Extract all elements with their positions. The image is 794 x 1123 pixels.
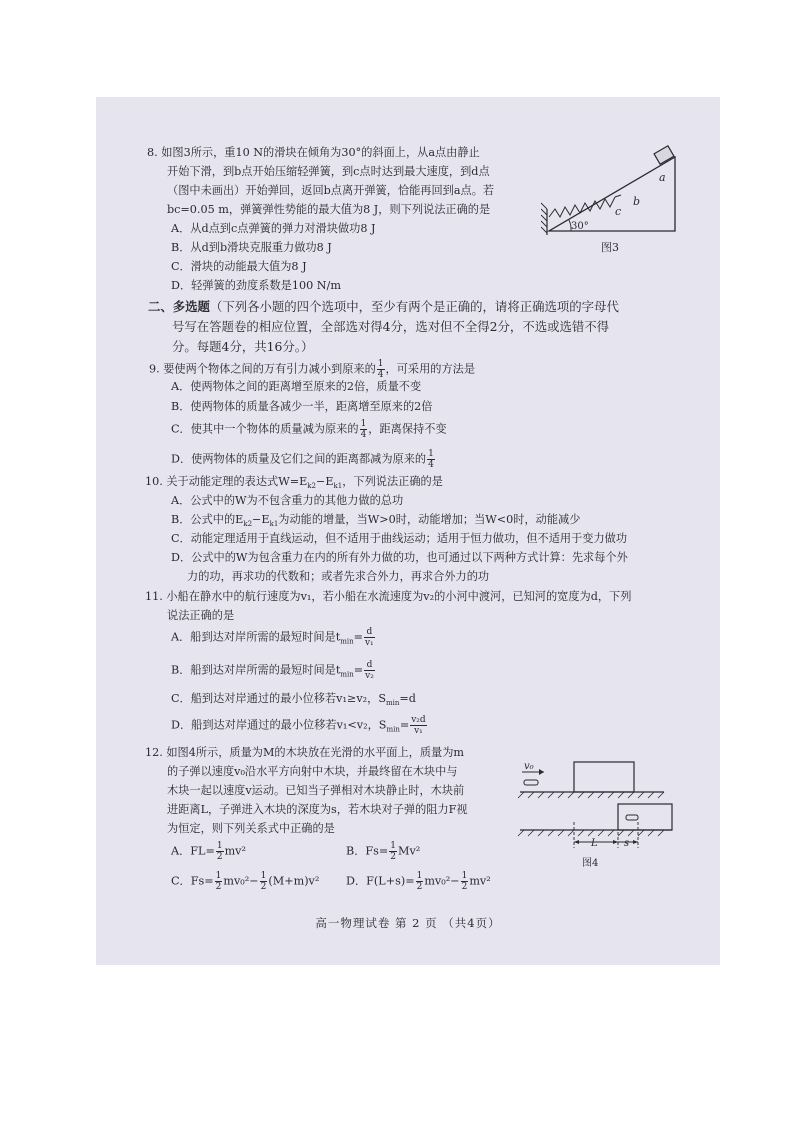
figure-4-L-label: L	[591, 838, 598, 849]
q10-option-c: C．动能定理适用于直线运动，但不适用于曲线运动；适用于恒力做功，但不适用于变力做功	[171, 532, 628, 545]
q8-option-c: C．滑块的动能最大值为8 J	[171, 260, 307, 273]
figure-3-point-c: c	[615, 205, 622, 218]
q11-option-a: A．船到达对岸所需的最短时间是$t_{min}=$ $\frac{d}{\text{v₁}}$	[171, 627, 374, 648]
figure-3-point-b: b	[633, 195, 641, 208]
q8-line2: 开始下滑，到b点开始压缩轻弹簧，到c点时达到最大速度，到d点	[167, 165, 490, 178]
q8-option-a: A．从d点到c点弹簧的弹力对滑块做功8 J	[171, 222, 376, 235]
scanned-page	[96, 97, 720, 965]
q9-option-d: D．使两物体的质量及它们之间的距离都减为原来的 $\frac{1}{4}$	[171, 449, 434, 470]
q9-stem: 9. 要使两个物体之间的万有引力减小到原来的 $\frac{1}{4}$ ，可采用的方法是	[149, 359, 476, 380]
q11-option-b: B．船到达对岸所需的最短时间是$t_{min}=$ $\frac{d}{\text{v₂}}$	[171, 660, 374, 681]
q11-option-c: C．船到达对岸通过的最小位移若v₁≥v₂，$S_{min}=d$	[171, 692, 416, 708]
q10-option-b: B．公式中的$E_{k2}-E_{k1}$为动能的增量，当W>0时，动能增加；当W<0时，动能减少	[171, 513, 581, 529]
q12-line1: 12. 如图4所示，质量为M的木块放在光滑的水平面上，质量为m	[145, 746, 465, 759]
figure-4-bullet-block	[514, 752, 674, 877]
section-2-line3: 分。每题4分，共16分。）	[172, 339, 314, 354]
figure-3-angle-label: 30°	[571, 221, 589, 232]
page-footer: 高一物理试卷 第 2 页 （共4页）	[315, 916, 501, 930]
q11-option-d: D．船到达对岸通过的最小位移若v₁<v₂，$S_{min}=$ $\frac{\text{v₂d}}{\text{v₁}}$	[171, 715, 426, 736]
q12-line5: 为恒定，则下列关系式中正确的是	[167, 822, 335, 835]
q10-option-d-line1: D．公式中的W为包含重力在内的所有外力做的功，也可通过以下两种方式计算：先求每个外	[171, 551, 628, 564]
q8-line3: （图中未画出）开始弹回，返回b点离开弹簧，恰能再回到a点。若	[167, 184, 495, 197]
q11-line2: 说法正确的是	[167, 609, 235, 622]
q12-line3: 木块一起以速度v运动。已知当子弹相对木块静止时，木块前	[167, 784, 465, 797]
q10-stem: 10. 关于动能定理的表达式$W=E_{k2}-E_{k1}$，下列说法正确的是	[145, 475, 443, 491]
q12-option-a: A．FL= $\frac{1}{2}$ mv²	[171, 841, 246, 862]
figure-4-v0-label: v₀	[524, 761, 534, 772]
figure-4-caption: 图4	[582, 858, 599, 869]
q12-line2: 的子弹以速度v₀沿水平方向射中木块，并最终留在木块中与	[167, 765, 458, 778]
figure-3-point-a: a	[659, 171, 666, 184]
figure-3-caption: 图3	[601, 241, 619, 254]
figure-4-s-label: s	[624, 838, 630, 849]
q8-option-b: B．从d到b滑块克服重力做功8 J	[171, 241, 332, 254]
q9-option-c: C．使其中一个物体的质量减为原来的 $\frac{1}{4}$ ，距离保持不变	[171, 419, 447, 440]
q10-option-a: A．公式中的W为不包含重力的其他力做的总功	[171, 494, 404, 507]
section-2-line1: 二、多选题（下列各小题的四个选项中，至少有两个是正确的，请将正确选项的字母代	[148, 299, 619, 314]
q9-option-a: A．使两物体之间的距离增至原来的2倍，质量不变	[171, 380, 422, 393]
q9-option-b: B．使两物体的质量各减少一半，距离增至原来的2倍	[171, 400, 433, 413]
figure-3-incline	[541, 139, 683, 259]
q8-line4: bc=0.05 m，弹簧弹性势能的最大值为8 J，则下列说法正确的是	[167, 203, 491, 216]
q11-line1: 11. 小船在静水中的航行速度为v₁，若小船在水流速度为v₂的小河中渡河，已知河的宽度为d，下列	[145, 590, 632, 603]
q12-option-d: D．F(L+s)= $\frac{1}{2}$ mv₀²− $\frac{1}{2}$ mv²	[346, 871, 491, 892]
q10-option-d-line2: 力的功，再求功的代数和；或者先求合外力，再求合外力的功	[187, 570, 490, 583]
q8-line1: 8. 如图3所示，重10 N的滑块在倾角为30°的斜面上，从a点由静止	[147, 146, 480, 159]
q12-option-c: C．Fs= $\frac{1}{2}$ mv₀²− $\frac{1}{2}$ (M+m)v²	[171, 871, 320, 892]
q12-line4: 进距离L，子弹进入木块的深度为s，若木块对子弹的阻力F视	[167, 803, 468, 816]
bleed-through-text	[516, 151, 526, 166]
section-2-title: 二、多选题	[148, 299, 210, 314]
fraction-one-quarter: $\frac{1}{4}$	[377, 359, 384, 380]
q12-option-b: B．Fs= $\frac{1}{2}$ Mv²	[346, 841, 421, 862]
section-2-line2: 号写在答题卷的相应位置，全部选对得4分，选对但不全得2分，不选或选错不得	[172, 319, 610, 334]
q8-option-d: D．轻弹簧的劲度系数是100 N/m	[171, 279, 341, 292]
